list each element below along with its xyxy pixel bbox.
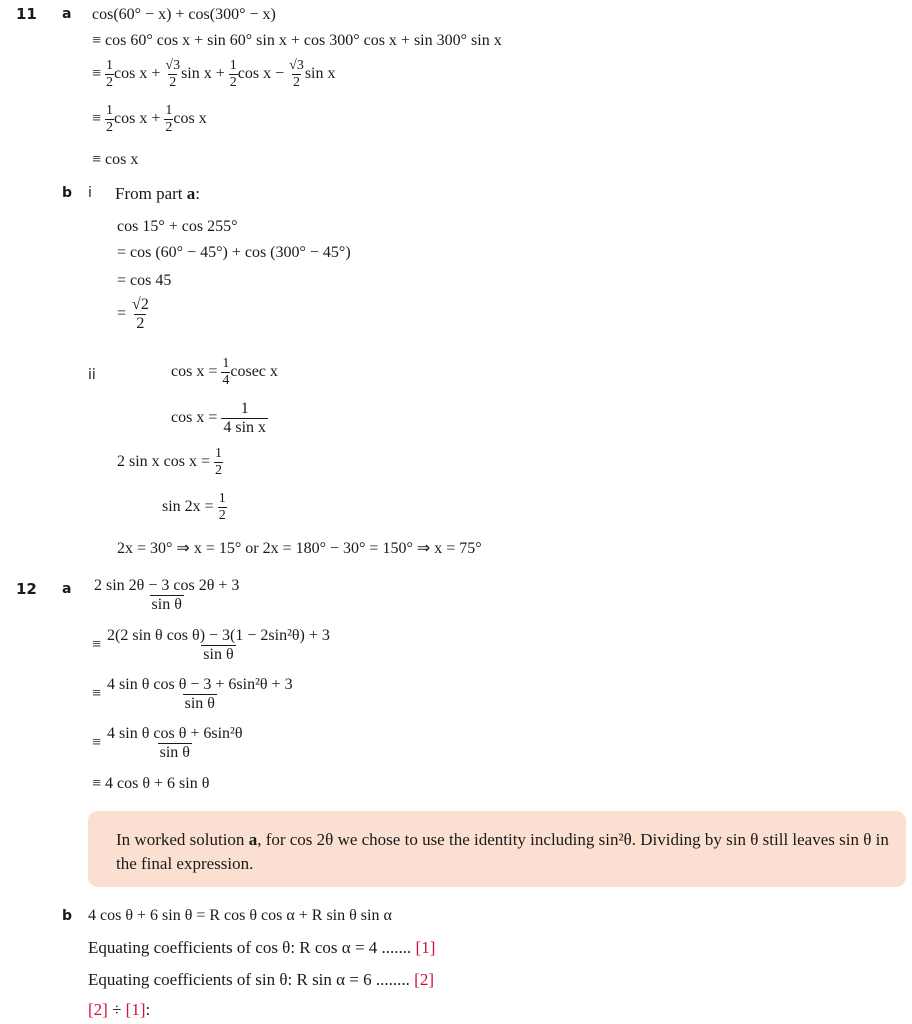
part-label-b: b xyxy=(62,185,73,201)
equation-ref: [2] xyxy=(88,1000,108,1019)
term: sin x xyxy=(304,65,336,83)
q12a-expr-1 xyxy=(92,577,241,614)
q12a-expr-5: ≡ 4 cos θ + 6 sin θ xyxy=(92,775,210,792)
q11bii-row-5: 2x = 30° ⇒ x = 15° or 2x = 180° − 30° = 150° ⇒ x = 75° xyxy=(117,540,482,557)
q11bi-line-3: = cos 45 xyxy=(117,272,172,289)
fraction: $\frac{1}{2}$ xyxy=(218,491,226,523)
fraction: $\frac{1}{4}$ xyxy=(222,356,230,388)
q11bi-line-4: = $\frac{√2}{2}$ xyxy=(117,296,149,332)
fraction: $\frac{1}{2}$ xyxy=(215,446,223,478)
fraction: $\frac{1}{2}$ xyxy=(229,58,237,90)
equiv-sign: ≡ xyxy=(92,65,102,83)
fraction: $\frac{1}{2}$ xyxy=(106,103,114,135)
fraction: $\frac{\text{2(2 sin θ cos θ) − 3(1 − 2sin²θ) + 3}}{\text{sin θ}}$ xyxy=(107,627,330,663)
q11bii-row-4: sin 2x = $\frac{1}{2}$ xyxy=(162,491,226,523)
fraction: $\frac{1}{2}$ xyxy=(165,103,173,135)
fraction: $\frac{\text{4 sin θ cos θ − 3 + 6sin²θ + 3}}{\text{sin θ}}$ xyxy=(107,676,293,712)
q11a-line-3 xyxy=(92,58,336,91)
q12a-expr-4: ≡ $\frac{\text{4 sin θ cos θ + 6sin²θ}}{\text{sin θ}}$ xyxy=(92,725,243,761)
equation-ref: [2] xyxy=(414,970,434,989)
equiv-sign: ≡ xyxy=(92,110,102,128)
subpart-label-ii: ii xyxy=(88,367,96,383)
q11a-line-2: ≡ cos 60° cos x + sin 60° sin x + cos 300° cos x + sin 300° sin x xyxy=(92,32,502,49)
fraction: $\frac{1}{\text{4 sin x}}$ xyxy=(223,400,267,436)
q11bii-row-2: cos x = $\frac{1}{\text{4 sin x}}$ xyxy=(171,400,267,436)
part-label-a: a xyxy=(62,581,72,597)
q11bii-row-3: 2 sin x cos x = $\frac{1}{2}$ xyxy=(117,446,223,478)
q11a-line-5: ≡ cos x xyxy=(92,151,139,168)
subpart-label-i: i xyxy=(88,185,92,201)
term: cos x + xyxy=(114,65,161,83)
q11bi-intro: From part a: xyxy=(115,184,201,203)
q12b-line-1: 4 cos θ + 6 sin θ = R cos θ cos α + R sin θ sin α xyxy=(88,907,392,924)
term: cos x − xyxy=(237,65,285,83)
equation-ref: [1] xyxy=(125,1000,146,1019)
equation-ref: [1] xyxy=(415,938,436,957)
fraction: $\frac{1}{2}$ xyxy=(106,58,114,90)
fraction: $\frac{\text{4 sin θ cos θ + 6sin²θ}}{\text{sin θ}}$ xyxy=(107,725,243,761)
q11bi-line-2: = cos (60° − 45°) + cos (300° − 45°) xyxy=(117,244,351,261)
part-label-a: a xyxy=(62,6,72,22)
q12a-expr-3: ≡ $\frac{\text{4 sin θ cos θ − 3 + 6sin²θ + 3}}{\text{sin θ}}$ xyxy=(92,676,293,712)
q12b-line-2: Equating coefficients of cos θ: R cos α = 4 ....... [1] xyxy=(88,938,436,957)
q11bi-line-1: cos 15° + cos 255° xyxy=(117,218,238,235)
part-label-b: b xyxy=(62,908,73,924)
q12b-line-3: Equating coefficients of sin θ: R sin α = 6 ........ [2] xyxy=(88,970,434,989)
note-text: In worked solution a, for cos 2θ we chose to use the identity including sin²θ. Dividing by sin θ still leaves sin θ in the final expression. xyxy=(116,830,889,873)
q11a-line-4 xyxy=(92,103,207,136)
term: cos x xyxy=(173,110,207,128)
fraction: $\frac{2 \sin 2\theta - 3 \cos 2\theta + 3}{\text{sin θ}}$ xyxy=(94,577,240,613)
fraction: $\frac{√2}{2}$ xyxy=(132,296,149,332)
term: sin x + xyxy=(181,65,225,83)
question-number-11: 11 xyxy=(16,5,37,23)
term: cos x + xyxy=(114,110,161,128)
q11bii-row-1: cos x = $\frac{1}{4}$ cosec x xyxy=(171,356,278,388)
question-number-12: 12 xyxy=(16,580,37,598)
q11a-line-1: cos(60° − x) + cos(300° − x) xyxy=(92,6,276,23)
q12a-expr-2: ≡ $\frac{\text{2(2 sin θ cos θ) − 3(1 − 2sin²θ) + 3}}{\text{sin θ}}$ xyxy=(92,627,330,663)
fraction: $\frac{√3}{2}$ xyxy=(165,58,181,90)
q12b-line-4: [2] ÷ [1]: xyxy=(88,1000,151,1019)
fraction: $\frac{√3}{2}$ xyxy=(289,58,304,90)
